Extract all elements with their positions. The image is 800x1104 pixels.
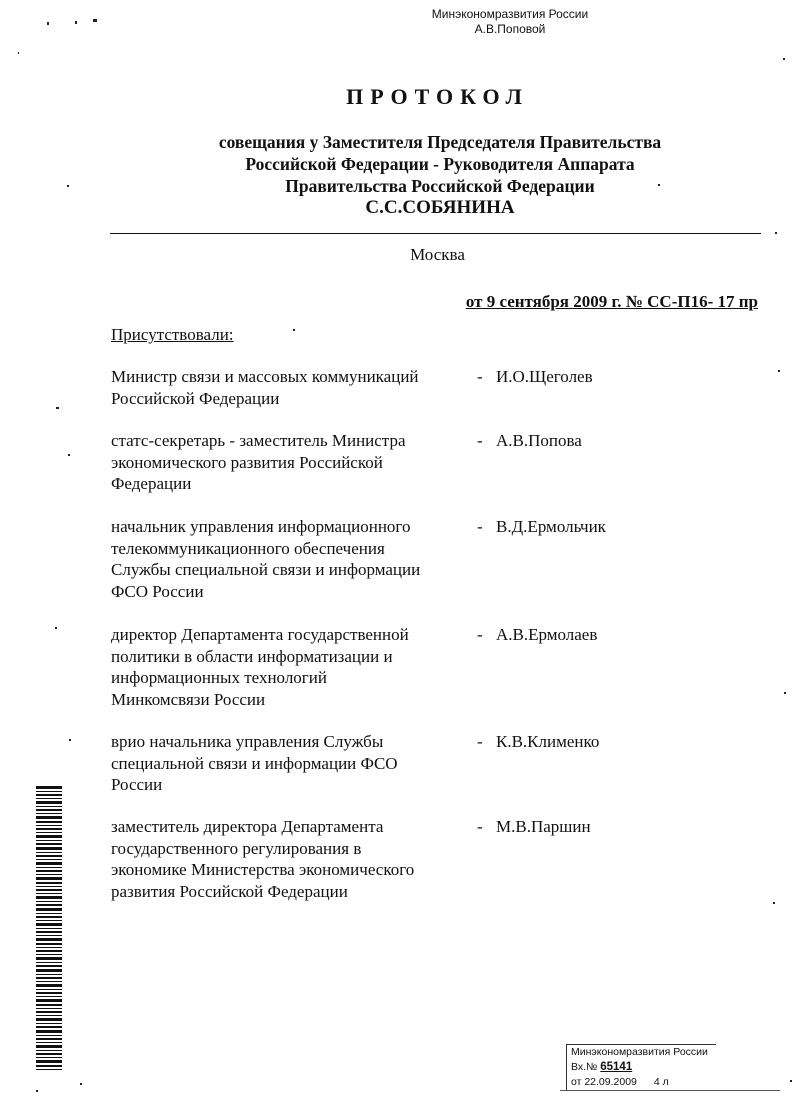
document-title: ПРОТОКОЛ <box>346 84 529 109</box>
role-line: начальник управления информационного <box>111 517 411 536</box>
stamp-in-number-row <box>571 1060 716 1075</box>
attendee-name: А.В.Попова <box>496 431 582 450</box>
role-line: заместитель директора Департамента <box>111 817 384 836</box>
subtitle-line-2: Российской Федерации - Руководителя Аппарата <box>245 154 635 174</box>
attendee-dash: - <box>477 732 483 751</box>
subtitle-line-3: Правительства Российской Федерации <box>285 176 595 196</box>
role-line: экономике Министерства экономического <box>111 860 415 879</box>
incoming-stamp <box>566 1044 716 1090</box>
attendee-role <box>111 366 471 409</box>
stamp-in-number: 65141 <box>600 1061 633 1073</box>
role-line: политики в области информатизации и <box>111 646 393 666</box>
document-subtitle <box>180 131 700 219</box>
barcode-icon <box>36 786 62 1070</box>
role-line: Российской Федерации <box>111 388 280 408</box>
role-line: ФСО России <box>111 581 204 601</box>
addressee-block <box>400 7 620 37</box>
date-and-number: от 9 сентября 2009 г. № СС-П16- 17 пр <box>465 292 758 311</box>
attendee-role <box>111 816 471 902</box>
role-line: информационных технологий <box>111 668 327 687</box>
addressee-person: А.В.Поповой <box>474 22 546 36</box>
subtitle-line-1: совещания у Заместителя Председателя Правительства <box>218 132 662 152</box>
stamp-date: от 22.09.2009 <box>571 1076 637 1088</box>
attendee-name: И.О.Щеголев <box>496 367 593 386</box>
role-line: специальной связи и информации ФСО <box>111 753 398 773</box>
attendee-dash: - <box>477 431 483 450</box>
attendee-dash: - <box>477 517 483 536</box>
role-line: телекоммуникационного обеспечения <box>111 538 385 558</box>
city: Москва <box>410 245 465 264</box>
subtitle-official-name: С.С.СОБЯНИНА <box>365 197 515 218</box>
header-divider <box>110 233 761 234</box>
attendee-role <box>111 516 471 602</box>
role-line: экономического развития Российской <box>111 452 383 472</box>
attendee-name: А.В.Ермолаев <box>496 625 598 644</box>
stamp-in-label: Вх.№ <box>571 1061 598 1073</box>
stamp-sheets: 4 л <box>653 1076 669 1088</box>
attendee-dash: - <box>477 367 483 386</box>
role-line: статс-секретарь - заместитель Министра <box>111 431 406 450</box>
attendee-dash: - <box>477 817 483 836</box>
role-line: Министр связи и массовых коммуникаций <box>111 367 419 386</box>
present-label: Присутствовали: <box>111 325 234 344</box>
addressee-org: Минэкономразвития России <box>431 7 589 21</box>
attendee-role <box>111 624 471 710</box>
stamp-date-row <box>571 1075 716 1090</box>
role-line: Службы специальной связи и информации <box>111 560 421 579</box>
attendee-role <box>111 731 471 796</box>
role-line: развития Российской Федерации <box>111 881 348 901</box>
attendee-name: К.В.Клименко <box>496 732 600 751</box>
role-line: директор Департамента государственной <box>111 625 409 644</box>
role-line: государственного регулирования в <box>111 838 362 858</box>
stamp-org: Минэкономразвития России <box>571 1046 708 1058</box>
attendee-role <box>111 430 471 495</box>
role-line: России <box>111 775 163 794</box>
role-line: Минкомсвязи России <box>111 689 266 709</box>
attendee-name: М.В.Паршин <box>496 817 591 836</box>
role-line: врио начальника управления Службы <box>111 732 384 751</box>
attendee-name: В.Д.Ермольчик <box>496 517 606 536</box>
attendee-dash: - <box>477 625 483 644</box>
role-line: Федерации <box>111 474 192 493</box>
stamp-underline <box>560 1090 780 1091</box>
